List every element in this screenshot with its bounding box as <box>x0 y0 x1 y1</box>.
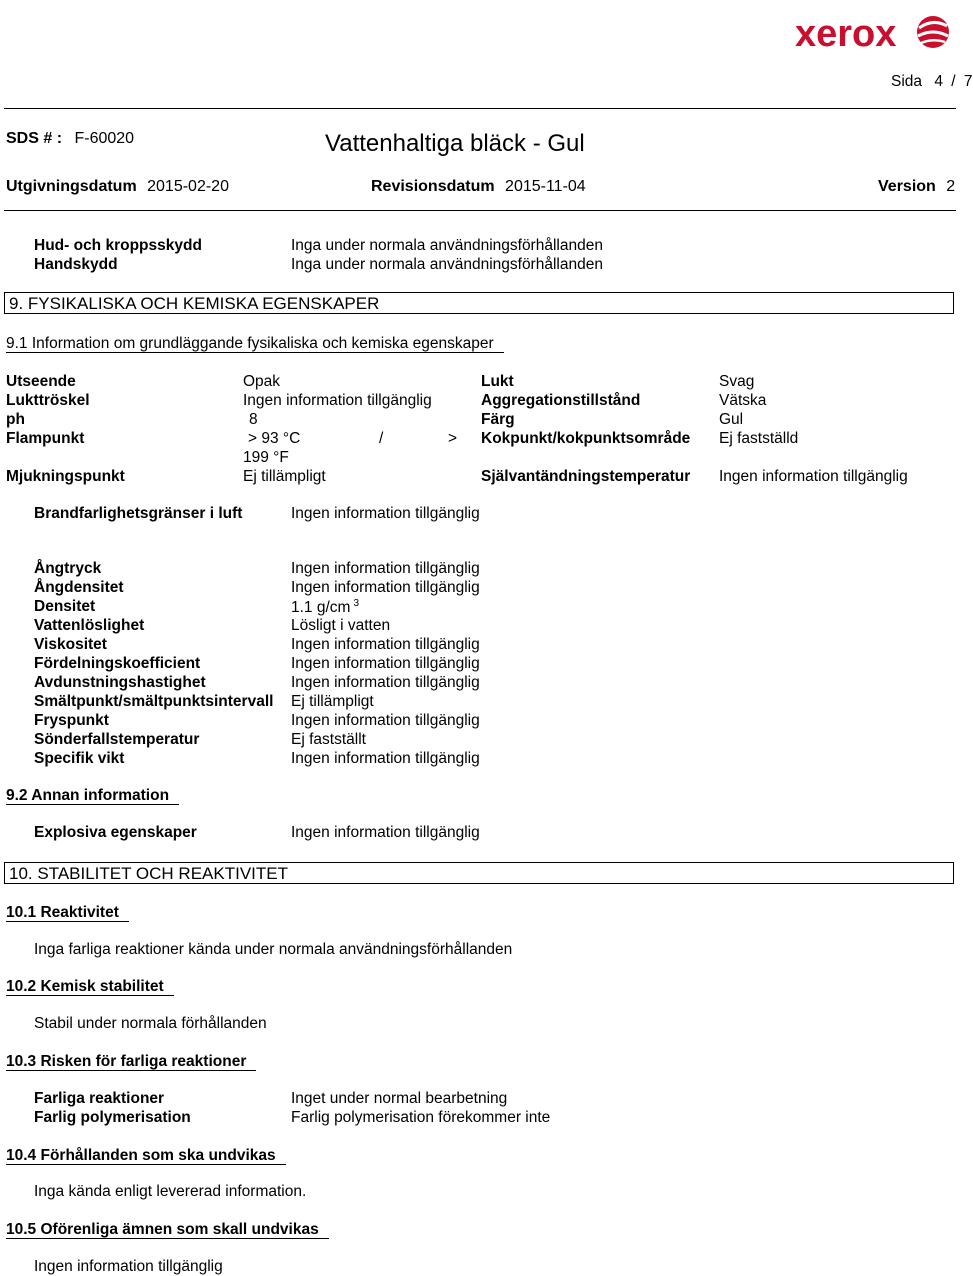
incompatible-text: Ingen information tillgänglig <box>34 1258 223 1275</box>
section-10-1-heading: 10.1 Reaktivitet <box>6 904 129 922</box>
property-label: Vattenlöslighet <box>34 617 145 634</box>
property-value: Ej tillämpligt <box>291 693 374 710</box>
property-value: Ingen information tillgänglig <box>291 750 480 767</box>
section-9-2-heading: 9.2 Annan information <box>6 787 179 805</box>
property-label: Ångdensitet <box>34 579 124 596</box>
property-value: Ingen information tillgänglig <box>291 712 480 729</box>
property-value: Ingen information tillgänglig <box>291 579 480 596</box>
prop-label: Färg <box>481 411 515 428</box>
prop-label: Lukttröskel <box>6 392 90 409</box>
page-number <box>891 73 973 91</box>
property-value: Lösligt i vatten <box>291 617 391 634</box>
revision-value: 2015-11-04 <box>505 178 586 195</box>
prop-label: ph <box>6 411 25 428</box>
stability-text: Stabil under normala förhållanden <box>34 1015 267 1032</box>
page-sep: / <box>951 73 956 90</box>
density-number: 1.1 g/cm <box>291 599 351 617</box>
flashpoint-sep: / <box>379 430 384 447</box>
property-label: Ångtryck <box>34 560 102 577</box>
prop-value: Ej tillämpligt <box>243 468 326 485</box>
density-value <box>291 598 359 617</box>
prop-label: Kokpunkt/kokpunktsområde <box>481 430 691 447</box>
page-current: 4 <box>934 73 943 90</box>
property-label: Densitet <box>34 598 96 615</box>
flashpoint-fahrenheit: 199 °F <box>243 449 289 466</box>
section-10-2-heading: 10.2 Kemisk stabilitet <box>6 978 174 996</box>
explosive-value: Ingen information tillgänglig <box>291 824 480 841</box>
revision-label: Revisionsdatum <box>371 178 495 195</box>
xerox-sphere-icon <box>917 16 949 48</box>
flammability-label: Brandfarlighetsgränser i luft <box>34 505 243 522</box>
product-title: Vattenhaltiga bläck - Gul <box>325 130 585 157</box>
prop-value: Ingen information tillgänglig <box>243 392 432 409</box>
property-label: Viskositet <box>34 636 107 653</box>
issue-label: Utgivningsdatum <box>6 178 137 195</box>
prop-value: Svag <box>719 373 755 390</box>
issue-value: 2015-02-20 <box>147 178 229 195</box>
sds-number <box>6 130 134 148</box>
property-label: Smältpunkt/smältpunktsintervall <box>34 693 274 710</box>
property-label: Fördelningskoefficient <box>34 655 201 672</box>
property-value: Ingen information tillgänglig <box>291 636 480 653</box>
prop-label: Aggregationstillstånd <box>481 392 641 409</box>
flashpoint-gt: > <box>448 430 458 447</box>
prop-value: Gul <box>719 411 744 428</box>
xerox-logo <box>793 10 953 58</box>
property-label: Sönderfallstemperatur <box>34 731 200 748</box>
reaction-value: Farlig polymerisation förekommer inte <box>291 1109 551 1126</box>
protection-label: Handskydd <box>34 256 118 273</box>
reaction-label: Farliga reaktioner <box>34 1090 165 1107</box>
density-superscript: 3 <box>353 598 360 609</box>
prop-value: Ej fastställd <box>719 430 799 447</box>
flammability-value: Ingen information tillgänglig <box>291 505 480 522</box>
version <box>878 178 955 196</box>
issue-date <box>6 178 229 196</box>
xerox-logo-text: xerox <box>795 13 897 55</box>
prop-label: Självantändningstemperatur <box>481 468 691 485</box>
prop-label: Utseende <box>6 373 76 390</box>
page-label: Sida <box>891 73 923 90</box>
reaction-value: Inget under normal bearbetning <box>291 1090 508 1107</box>
reaction-label: Farlig polymerisation <box>34 1109 191 1126</box>
section-10-title: 10. STABILITET OCH REAKTIVITET <box>4 862 954 884</box>
property-label: Specifik vikt <box>34 750 125 767</box>
header-rule-2 <box>4 210 956 211</box>
protection-label: Hud- och kroppsskydd <box>34 237 202 254</box>
protection-value: Inga under normala användningsförhållanden <box>291 237 603 254</box>
prop-value: 8 <box>249 411 258 428</box>
prop-value: Vätska <box>719 392 767 409</box>
version-value: 2 <box>946 178 956 195</box>
prop-label: Lukt <box>481 373 514 390</box>
property-label: Fryspunkt <box>34 712 109 729</box>
section-9-title: 9. FYSIKALISKA OCH KEMISKA EGENSKAPER <box>4 292 954 314</box>
property-value: Ej fastställt <box>291 731 366 748</box>
reactivity-text: Inga farliga reaktioner kända under normala användningsförhållanden <box>34 941 513 958</box>
section-10-3-heading: 10.3 Risken för farliga reaktioner <box>6 1053 256 1071</box>
section-9-1-heading: 9.1 Information om grundläggande fysikaliska och kemiska egenskaper <box>6 335 504 353</box>
revision-date <box>371 178 586 196</box>
sds-value: F-60020 <box>74 130 135 147</box>
section-10-5-heading: 10.5 Oförenliga ämnen som skall undvikas <box>6 1221 329 1239</box>
protection-value: Inga under normala användningsförhållanden <box>291 256 603 273</box>
header-rule <box>4 108 956 109</box>
property-value: Ingen information tillgänglig <box>291 655 480 672</box>
section-10-4-heading: 10.4 Förhållanden som ska undvikas <box>6 1147 286 1165</box>
property-label: Avdunstningshastighet <box>34 674 206 691</box>
property-value: Ingen information tillgänglig <box>291 674 480 691</box>
prop-label: Mjukningspunkt <box>6 468 125 485</box>
sds-label: SDS # : <box>6 130 63 147</box>
version-label: Version <box>878 178 936 195</box>
flashpoint-celsius: > 93 °C <box>248 430 301 447</box>
prop-label: Flampunkt <box>6 430 85 447</box>
prop-value: Opak <box>243 373 281 390</box>
prop-value: Ingen information tillgänglig <box>719 468 908 485</box>
property-value: Ingen information tillgänglig <box>291 560 480 577</box>
conditions-text: Inga kända enligt levererad information. <box>34 1183 307 1200</box>
explosive-label: Explosiva egenskaper <box>34 824 197 841</box>
page-total: 7 <box>963 73 973 90</box>
